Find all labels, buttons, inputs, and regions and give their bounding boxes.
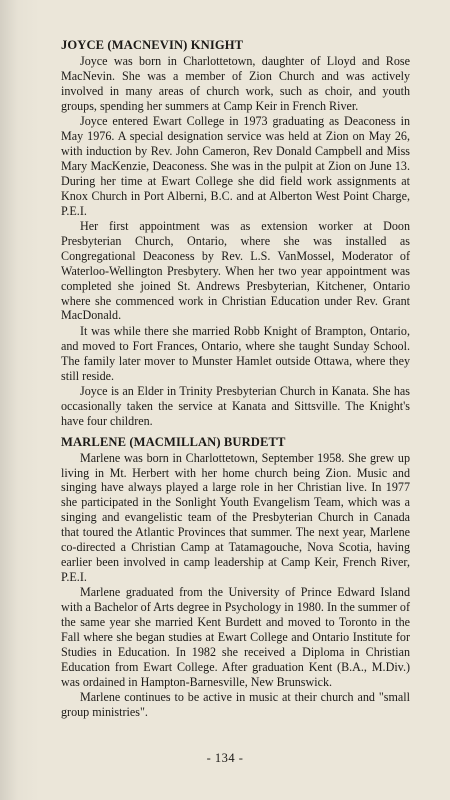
bio-paragraph: Marlene continues to be active in music at their church and "small group ministries". <box>61 690 410 720</box>
page-number: - 134 - <box>206 751 244 765</box>
bio-paragraph: Joyce is an Elder in Trinity Presbyterian Church in Kanata. She has occasionally taken the service at Kanata and Sittsville. The Knight's have four children. <box>61 383 410 428</box>
bio-paragraph: Joyce was born in Charlottetown, daughter of Lloyd and Rose MacNevin. She was a member of Zion Church and was actively involved in many areas of church work, such as choir, and youth groups, spending her summers at Camp Keir in French River. <box>61 54 410 113</box>
bio-paragraph: It was while there she married Robb Knight of Brampton, Ontario, and moved to Fort Frances, Ontario, where she taught Sunday School. The family later mover to Munster Hamlet outside Ottawa, where they still reside. <box>61 323 410 383</box>
bio-paragraph: Joyce entered Ewart College in 1973 graduating as Deaconess in May 1976. A special designation service was held at Zion on May 26, with induction by Rev. John Cameron, Rev Donald Campbell and Miss Mary MacKenzie, Deaconess. She was in the pulpit at Zion on June 13. During her time at Ewart College she did field work assignments at Knox Church in Port Alberni, B.C. and at Alberton West Point Charge, P.E.I. <box>61 114 410 218</box>
bio-heading: MARLENE (MACMILLAN) BURDETT <box>61 434 286 449</box>
bio-paragraph: Her first appointment was as extension worker at Doon Presbyterian Church, Ontario, where she was installed as Congregational Deaconess by Rev. L.S. VanMossel, Moderator of Waterloo-Wellington Presbytery. When her two year appointment was completed she joined St. Andrews Presbyterian, Kitchener, Ontario where she commenced work in Christian Education under Rev. Grant MacDonald. <box>61 218 410 323</box>
bio-paragraph: Marlene graduated from the University of Prince Edward Island with a Bachelor of Arts degree in Psychology in 1980. In the summer of the same year she married Kent Burdett and moved to Toronto in the Fall where she began studies at Ewart College and Ontario Institute for Studies in Education. In 1982 she received a Diploma in Christian Education from Ewart College. After graduation Kent (B.A., M.Div.) was ordained in Hampton-Barnesville, New Brunswick. <box>61 585 410 689</box>
bio-joyce-knight <box>61 38 410 429</box>
bio-paragraph: Marlene was born in Charlottetown, September 1958. She grew up living in Mt. Herbert with her home church being Zion. Music and singing have always played a large role in her Christian live. In 1977 she participated in the Sonlight Youth Evangelism Team, which was a singing and evangelistic team of the Presbyterian Church in Canada that toured the Atlantic Provinces that summer. The next year, Marlene co-directed a Christian Camp at Tatamagouche, Nova Scotia, having earlier been involved in camp leadership at Camp Keir, French River, P.E.I. <box>61 450 410 584</box>
bio-heading: JOYCE (MACNEVIN) KNIGHT <box>61 38 244 52</box>
bio-marlene-burdett <box>61 435 410 720</box>
